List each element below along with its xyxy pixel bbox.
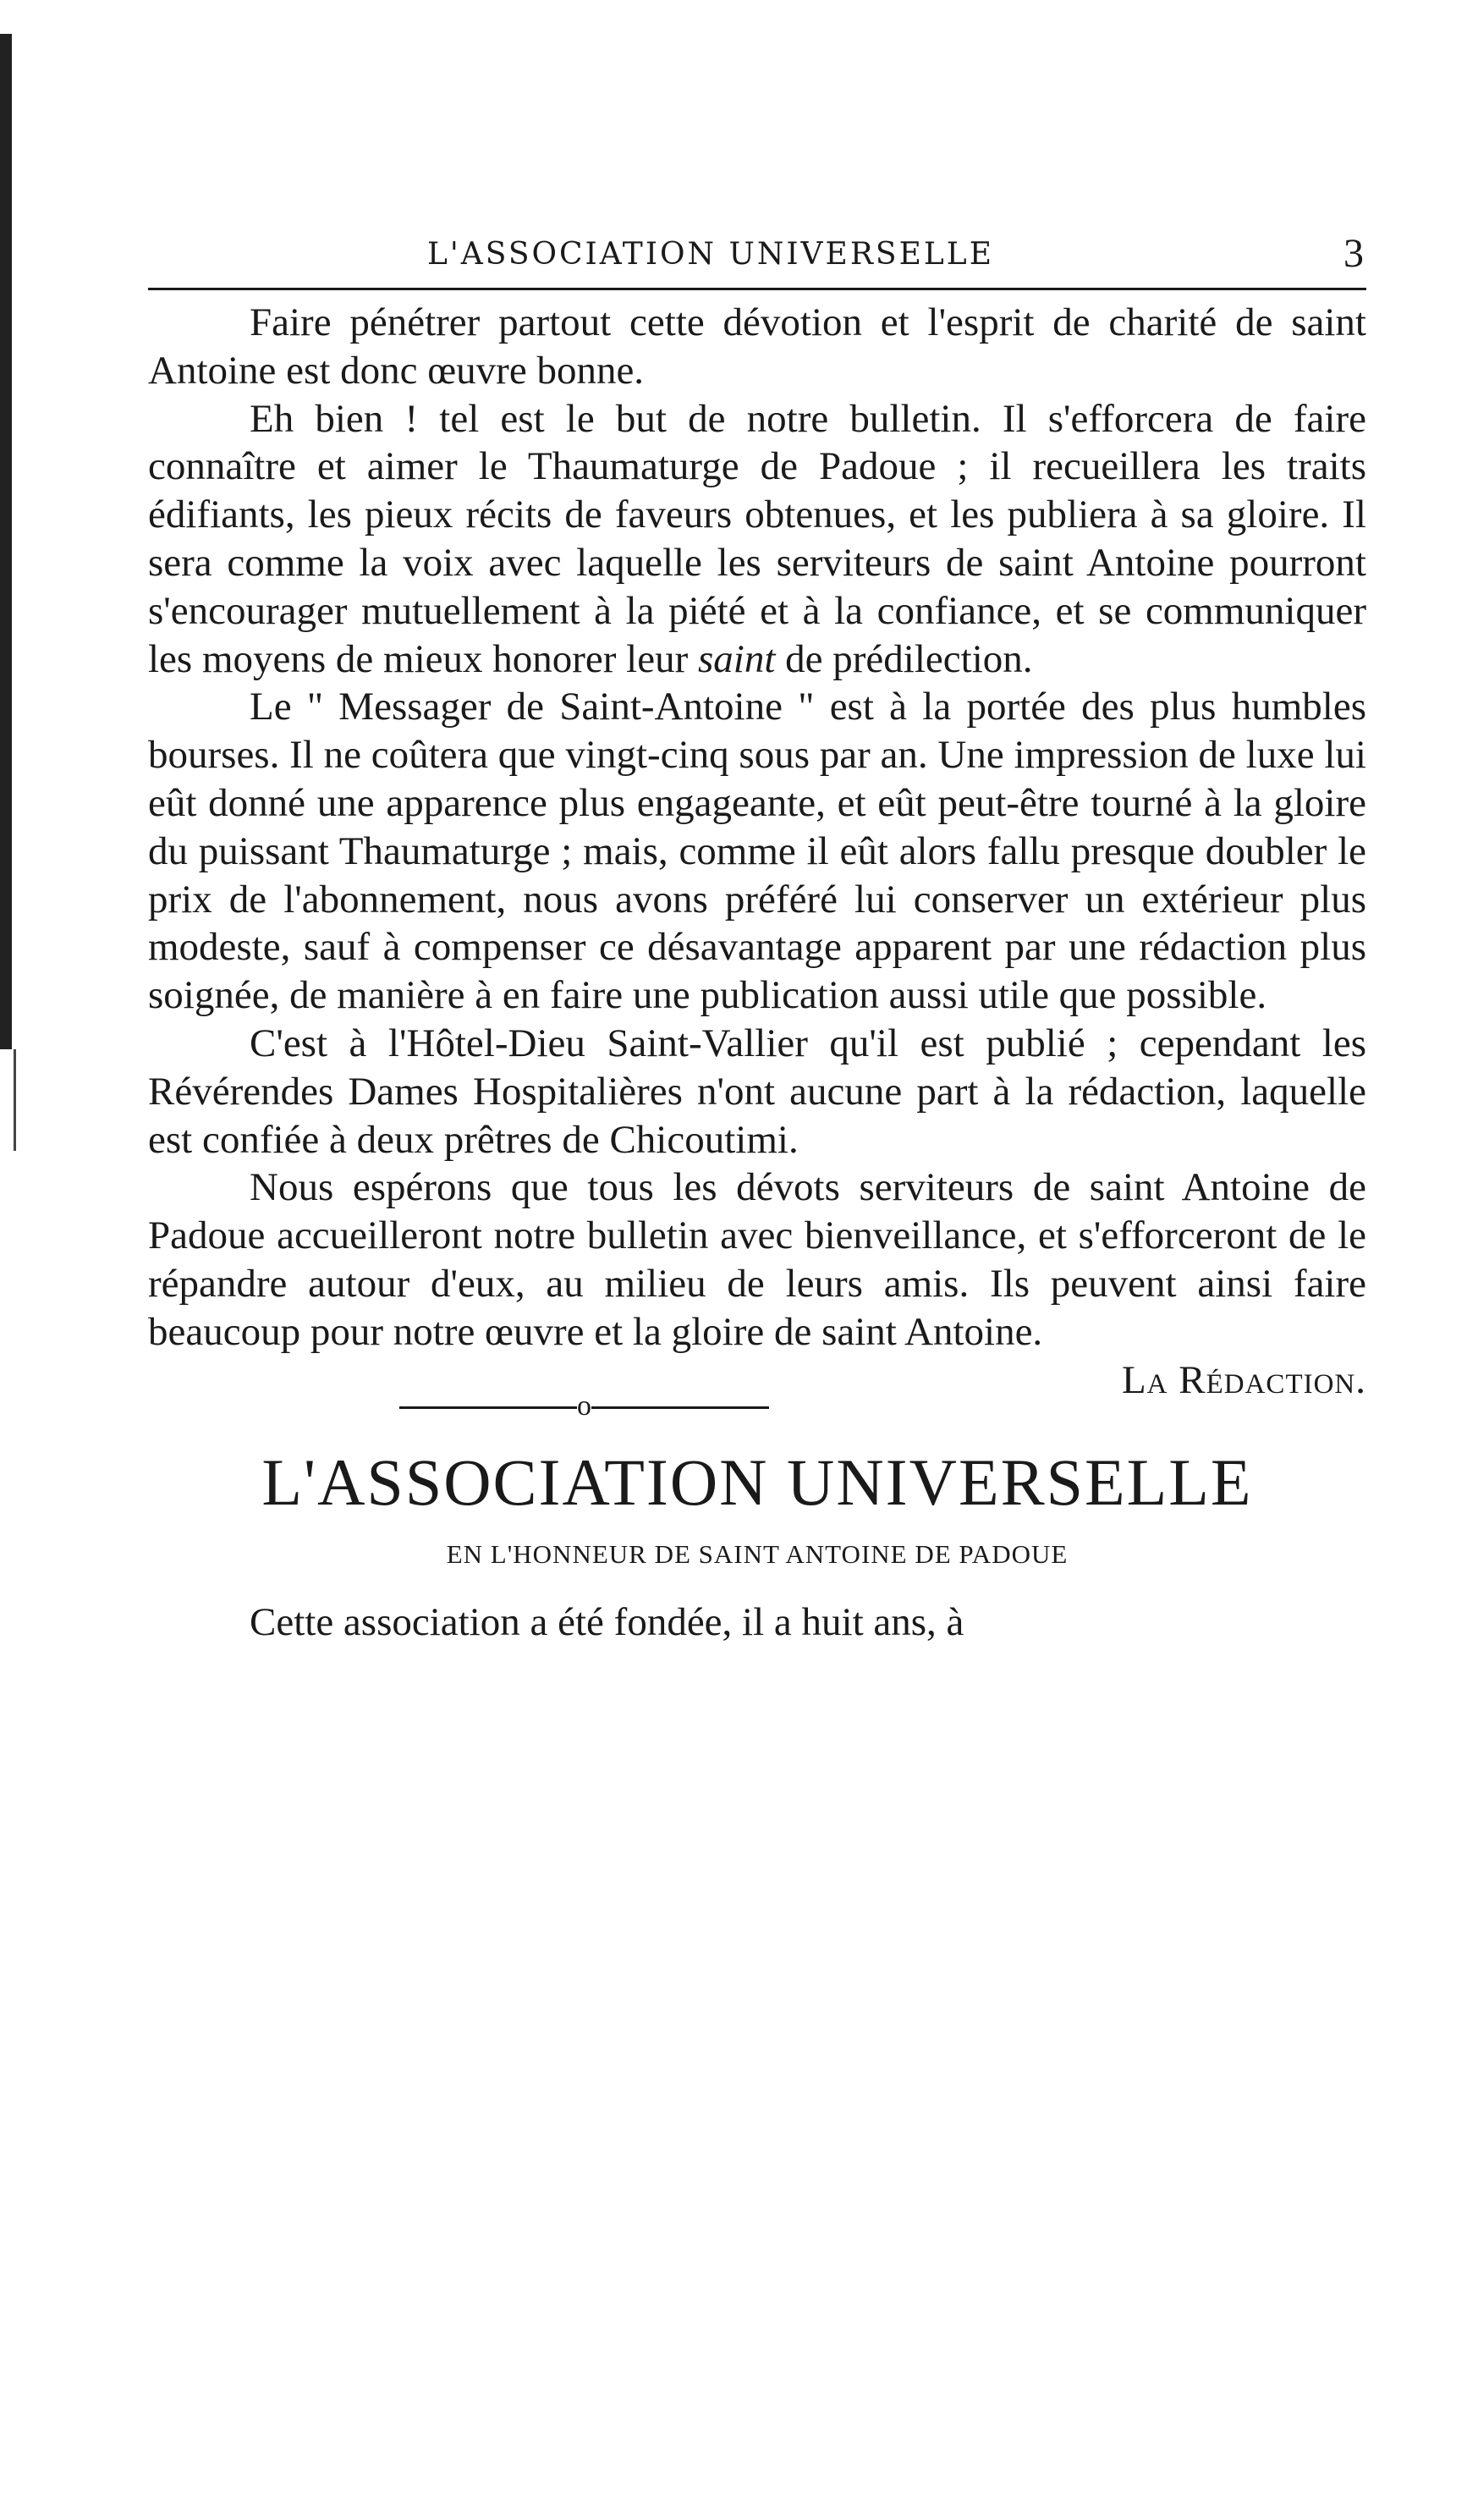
signature: La Rédaction. [1121, 1357, 1366, 1402]
paragraph-2-text: Eh bien ! tel est le but de notre bulletin. Il s'efforcera de faire connaître et aimer le Thaumaturge de Padoue ; il recueillera les traits édifiants, les pieux récits de faveurs obtenues, et les publiera à sa gloire. Il sera comme la voix avec laquelle les serviteurs de saint Antoine pourront s'encourager mutuellement à la piété et à la confiance, et se communiquer les moyens de mieux honorer leur [148, 396, 1366, 681]
running-title: L'ASSOCIATION UNIVERSELLE [427, 237, 994, 272]
separator-dash-right [591, 1406, 769, 1409]
paragraph-2-end: de prédilection. [775, 636, 1033, 681]
scan-edge-mark [14, 1049, 16, 1151]
separator-glyph: o [576, 1389, 591, 1422]
paragraph-5 [148, 1164, 1366, 1402]
book-page [148, 228, 1366, 1646]
section-subtitle: EN L'HONNEUR DE SAINT ANTOINE DE PADOUE [446, 1538, 1069, 1569]
paragraph-3: Le " Messager de Saint-Antoine " est à la portée des plus humbles bourses. Il ne coûtera que vingt-cinq sous par an. Une impression de luxe lui eût donné une apparence plus engageante, et eût peut-être tourné à la gloire du puissant Thaumaturge ; mais, comme il eût alors fallu presque doubler le prix de l'abonnement, nous avons préféré lui conserver un extérieur plus modeste, sauf à compenser ce désavantage apparent par une rédaction plus soignée, de manière à en faire une publication aussi utile que possible. [148, 685, 1366, 1018]
paragraph-5-text: Nous espérons que tous les dévots serviteurs de saint Antoine de Padoue accueilleront notre bulletin avec bienveillance, et s'efforceront de le répandre autour d'eux, au milieu de leurs amis. Ils peuvent ainsi faire beaucoup pour notre œuvre et la gloire de saint Antoine. [148, 1165, 1366, 1354]
header-rule [148, 288, 1366, 290]
paragraph-4: C'est à l'Hôtel-Dieu Saint-Vallier qu'il est publié ; cependant les Révérendes Dames Hospitalières n'ont aucune part à la rédaction, laquelle est confiée à deux prêtres de Chicoutimi. [148, 1021, 1366, 1162]
section-body [148, 1598, 1366, 1646]
article-body [148, 299, 1366, 1402]
section-first-line: Cette association a été fondée, il a huit ans, à [250, 1599, 964, 1644]
running-head [148, 228, 1366, 279]
paragraph-1: Faire pénétrer partout cette dévotion et l'esprit de charité de saint Antoine est donc œuvre bonne. [148, 300, 1366, 393]
separator-dash-left [399, 1406, 577, 1409]
paragraph-2 [148, 395, 1366, 684]
emphasis-word: saint [698, 636, 776, 681]
scan-edge-shadow [0, 34, 12, 1049]
section-title: L'ASSOCIATION UNIVERSELLE [261, 1444, 1253, 1519]
page-number: 3 [1343, 231, 1366, 276]
